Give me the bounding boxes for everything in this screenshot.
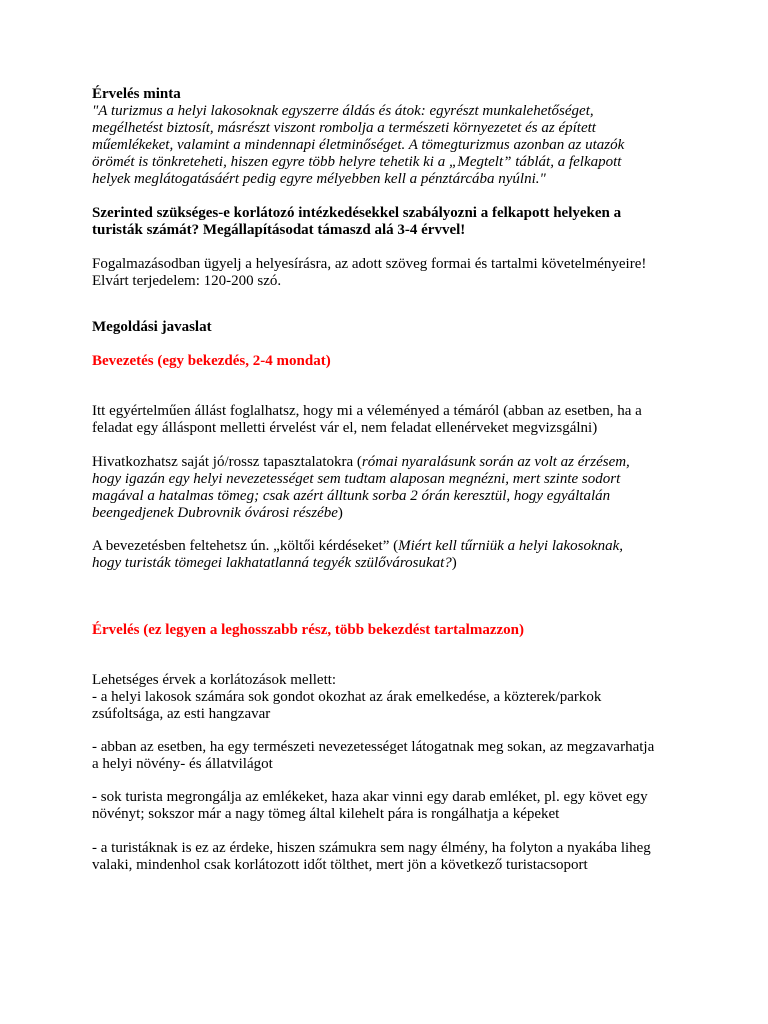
argument-item-2 <box>92 739 682 773</box>
question-line: turisták számát? Megállapításodat támaszd alá 3-4 érvvel! <box>92 222 466 238</box>
intro-p2-example: beengedjenek Dubrovnik óvárosi részébe <box>92 505 338 521</box>
intro-p3-line <box>92 555 682 572</box>
quote-line: örömét is tönkreteheti, hiszen egyre több helyre tehetik ki a „Megtelt” táblát, a felkapott <box>92 154 622 170</box>
intro-p3-line <box>92 538 682 555</box>
argument-item-line: valaki, mindenhol csak korlátozott időt tölthet, mert jön a következő turistacsoport <box>92 857 588 873</box>
quote-paragraph <box>92 103 682 188</box>
intro-heading <box>92 353 682 370</box>
solution-heading <box>92 319 682 336</box>
task-question <box>92 205 682 239</box>
argument-heading-text: Érvelés (ez legyen a leghosszabb rész, több bekezdést tartalmazzon) <box>92 622 524 638</box>
instruction-line: Fogalmazásodban ügyelj a helyesírásra, az adott szöveg formai és tartalmi követelményeire! <box>92 256 647 272</box>
quote-line: megélhetést biztosít, másrészt viszont rombolja a természeti környezetet és az épített <box>92 120 596 136</box>
intro-p3-text: A bevezetésben feltehetsz ún. „költői kérdéseket” ( <box>92 538 399 554</box>
argument-item-line: növényt; sokszor már a nagy tömeg által kilehelt pára is rongálhatja a képeket <box>92 806 560 822</box>
intro-p1-line: feladat egy álláspont melletti érvelést vár el, nem feladat ellenérveket megvizsgálni) <box>92 420 598 436</box>
intro-p2-text: ) <box>337 505 343 521</box>
argument-item-line: a helyi növény- és állatvilágot <box>92 756 273 772</box>
argument-item-line: - abban az esetben, ha egy természeti nevezetességet látogatnak meg sokan, az megzavarhatja <box>92 739 655 755</box>
intro-p2-text: Hivatkozhatsz saját jó/rossz tapasztalatokra ( <box>92 454 362 470</box>
instruction-line: Elvárt terjedelem: 120-200 szó. <box>92 273 282 289</box>
argument-item-line: - a helyi lakosok számára sok gondot okozhat az árak emelkedése, a közterek/parkok <box>92 689 602 705</box>
question-line: Szerinted szükséges-e korlátozó intézkedésekkel szabályozni a felkapott helyeken a <box>92 205 622 221</box>
title-text: Érvelés minta <box>92 86 181 102</box>
intro-p2-line: hogy igazán egy helyi nevezetességet sem tudtam alaposan megnézni, mert szinte sodort <box>92 471 621 487</box>
intro-p2-line: magával a hatalmas tömeg; csak azért álltunk sorba 2 órán keresztül, hogy egyáltalán <box>92 488 611 504</box>
document-title <box>92 86 682 103</box>
argument-item-line: - a turistáknak is ez az érdeke, hiszen számukra sem nagy élmény, ha folyton a nyakába liheg <box>92 840 651 856</box>
intro-p3-example: hogy turisták tömegei lakhatatlanná tegyék szülővárosukat? <box>92 555 452 571</box>
argument-item-line: zsúfoltsága, az esti hangzavar <box>92 706 271 722</box>
intro-paragraph-2 <box>92 454 682 522</box>
intro-paragraph-3 <box>92 538 682 572</box>
quote-line: helyek meglátogatásáért pedig egyre mélyebben kell a pénztárcába nyúlni." <box>92 171 546 187</box>
intro-p2-example: római nyaralásunk során az volt az érzésem, <box>361 454 630 470</box>
intro-p3-text: ) <box>451 555 457 571</box>
argument-heading <box>92 622 682 639</box>
quote-line: "A turizmus a helyi lakosoknak egyszerre áldás és átok: egyrészt munkalehetőséget, <box>92 103 594 119</box>
intro-heading-text: Bevezetés (egy bekezdés, 2-4 mondat) <box>92 353 331 369</box>
solution-heading-text: Megoldási javaslat <box>92 319 212 335</box>
argument-item-line: - sok turista megrongálja az emlékeket, haza akar vinni egy darab emléket, pl. egy követ egy <box>92 789 648 805</box>
intro-p1-line: Itt egyértelműen állást foglalhatsz, hogy mi a véleményed a témáról (abban az esetben, ha a <box>92 403 642 419</box>
intro-paragraph-1 <box>92 403 682 437</box>
arguments-intro-line: Lehetséges érvek a korlátozások mellett: <box>92 672 337 688</box>
intro-p2-line <box>92 454 682 471</box>
intro-p2-line <box>92 505 682 522</box>
intro-p3-example: Miért kell tűrniük a helyi lakosoknak, <box>398 538 624 554</box>
argument-item-3 <box>92 789 682 823</box>
quote-line: műemlékeket, valamint a mindennapi életminőséget. A tömegturizmus azonban az utazók <box>92 137 625 153</box>
argument-item-4 <box>92 840 682 874</box>
arguments-list-intro <box>92 672 682 723</box>
task-instructions <box>92 256 682 290</box>
